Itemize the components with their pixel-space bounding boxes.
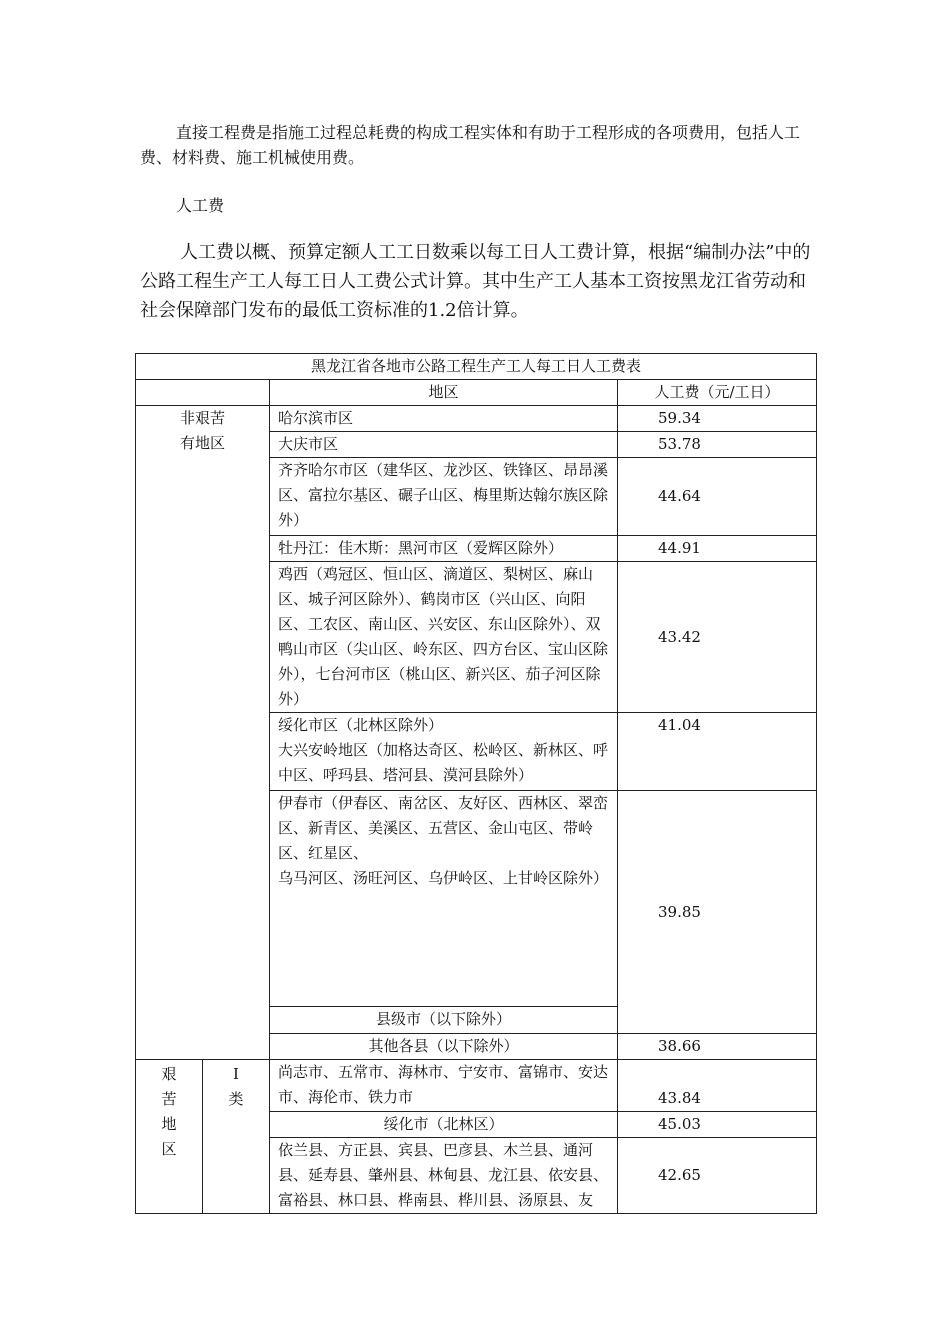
- table-row: 依兰县、方正县、宾县、巴彦县、木兰县、通河县、延寿县、肇州县、林甸县、龙江县、依安县、富裕县、林口县、桦南县、桦川县、汤原县、友: [270, 1138, 618, 1214]
- cost-cell: 59.34: [618, 406, 817, 432]
- labor-cost-table: [135, 353, 817, 1214]
- class-1-label: Ⅰ 类: [203, 1060, 270, 1214]
- section-heading: 人工费: [176, 196, 225, 215]
- cost-cell: 45.03: [618, 1112, 817, 1138]
- table-row: 绥化市区（北林区除外） 大兴安岭地区（加格达奇区、松岭区、新林区、呼中区、呼玛县、塔河县、漠河县除外）: [270, 713, 618, 791]
- intro-paragraph: 直接工程费是指施工过程总耗费的构成工程实体和有助于工程形成的各项费用，包括人工费、材料费、施工机械使用费。: [140, 123, 801, 167]
- cost-cell: 44.64: [618, 458, 817, 536]
- table-row: 伊春市（伊春区、南岔区、友好区、西林区、翠峦区、新青区、美溪区、五营区、金山屯区、带岭区、红星区、 乌马河区、汤旺河区、乌伊岭区、上甘岭区除外）: [270, 791, 618, 1007]
- header-blank: [136, 380, 270, 406]
- table-row: 尚志市、五常市、海林市、宁安市、富锦市、安达市、海伦市、铁力市: [270, 1060, 618, 1112]
- table-row: 鸡西（鸡冠区、恒山区、滴道区、梨树区、麻山区、城子河区除外）、鹤岗市区（兴山区、向阳区、工农区、南山区、兴安区、东山区除外）、双鸭山市区（尖山区、岭东区、四方台区、宝山区除外），七台河市区（桃山区、新兴区、茄子河区除外）: [270, 562, 618, 713]
- cost-cell: 53.78: [618, 432, 817, 458]
- table-row: 其他各县（以下除外）: [270, 1034, 618, 1060]
- table-row: 哈尔滨市区: [270, 406, 618, 432]
- table-row: 县级市（以下除外）: [270, 1007, 618, 1034]
- cost-cell: 44.91: [618, 536, 817, 562]
- group-non-hardship: 非艰苦 有地区: [136, 406, 270, 1060]
- cost-cell: 43.42: [618, 562, 817, 713]
- header-cost: 人工费（元/工日）: [618, 380, 817, 406]
- table-row: 绥化市（北林区）: [270, 1112, 618, 1138]
- header-region: 地区: [270, 380, 618, 406]
- labor-cost-paragraph: 人工费以概、预算定额人工工日数乘以每工日人工费计算，根据“编制办法”中的公路工程生产工人每工日人工费公式计算。其中生产工人基本工资按黑龙江省劳动和社会保障部门发布的最低工资标准的1.2倍计算。: [140, 242, 811, 321]
- cost-cell: 39.85: [618, 791, 817, 1034]
- table-title: 黑龙江省各地市公路工程生产工人每工日人工费表: [136, 354, 817, 380]
- cost-cell: 42.65: [618, 1138, 817, 1214]
- cost-cell: 38.66: [618, 1034, 817, 1060]
- cost-cell: 43.84: [618, 1060, 817, 1112]
- table-row: 大庆市区: [270, 432, 618, 458]
- table-row: 齐齐哈尔市区（建华区、龙沙区、铁锋区、昂昂溪区、富拉尔基区、碾子山区、梅里斯达翰尔族区除外）: [270, 458, 618, 536]
- table-row: 牡丹江：佳木斯：黑河市区（爱辉区除外）: [270, 536, 618, 562]
- cost-cell: 41.04: [618, 713, 817, 791]
- group-hardship: 艰 苦 地 区: [136, 1060, 203, 1214]
